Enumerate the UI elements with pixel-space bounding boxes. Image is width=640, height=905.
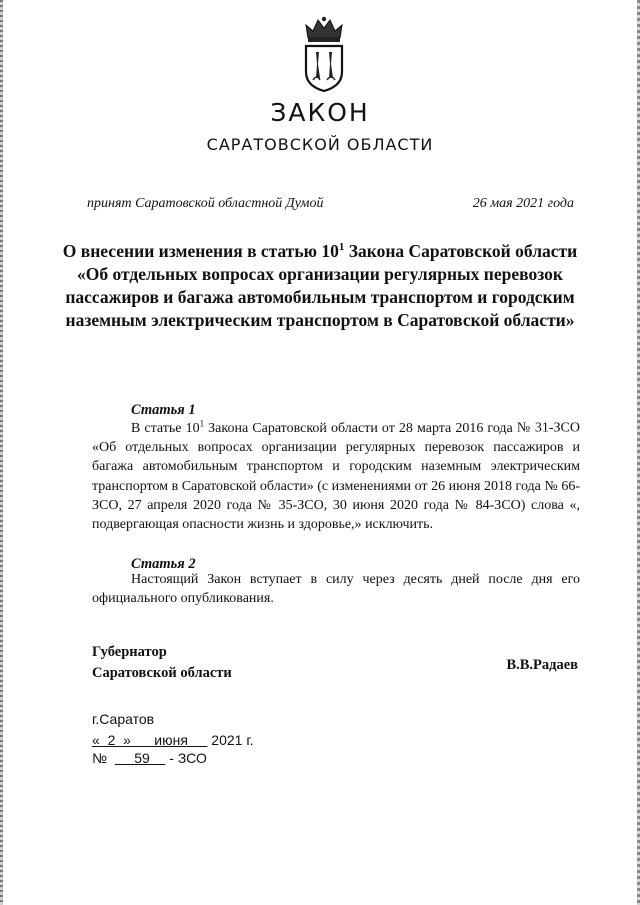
region-name: САРАТОВСКОЙ ОБЛАСТИ [206,135,434,154]
heading-part1: О внесении изменения в статью 10 [62,240,339,261]
footer-day-prefix: « [92,732,100,748]
footer-day: 2 [107,732,116,748]
footer-date [92,732,254,748]
signature-position [92,642,232,684]
adoption-text: принят Саратовской областной Думой [87,196,324,211]
article-1-line-4: электрическим транспортом в Саратовской области» (с изменениями от [92,459,581,494]
law-heading [60,236,580,332]
footer-number-value: 59 [134,750,150,766]
article-2-text [92,570,580,609]
footer-number-prefix: № [92,750,108,766]
law-title: ЗАКОН [270,98,370,127]
article-1-line-7: исключить. [365,517,434,533]
article-1-line-3: пассажиров и багажа автомобильным транспортом и городским наземным [92,439,580,475]
footer-day-suffix: » [123,732,131,748]
heading-part2: Закона Саратовской области «Об отдельных вопросах организации регулярных перевозок пассажиров и багажа автомобильным транспортом и городским наземным электрическим транспортом в Саратовской области» [65,240,578,330]
footer-year: 2021 г. [211,732,254,748]
footer-city: г.Саратов [92,711,155,727]
article-2-line-2: официального опубликования. [92,591,274,607]
footer-month: июня [154,732,188,748]
signature-position-line-1: Губернатор [92,644,167,660]
article-2-label: Статья 2 [131,556,196,572]
article-1-line-1: В статье $10^1$ Закона Саратовской области от 28 марта 2016 года [131,418,513,436]
article-1-line-2: № 31-ЗСО «Об отдельных вопросах организации регулярных перевозок [92,420,581,455]
article-1-text [92,414,580,534]
article-2-line-1: Настоящий Закон вступает в силу через десять дней после дня его [131,572,580,587]
heading-superscript: 1 [338,241,345,253]
article-1-line-6: 2020 года № 84-ЗСО) слова «, подвергающая опасности жизнь и здоровье,» [92,497,581,533]
article-1-line-5: 26 июня 2018 года № 66-ЗСО, 27 апреля 2020 года № 35-ЗСО, 30 июня [92,478,581,513]
signature-position-line-2: Саратовской области [92,665,232,681]
article-1-label: Статья 1 [131,402,196,418]
footer-number-suffix: - ЗСО [169,750,207,766]
footer-number [92,750,207,766]
adoption-date: 26 мая 2021 года [472,196,574,211]
governor-name: В.В.Радаев [506,657,578,673]
saratov-coat-of-arms-icon [300,16,348,92]
